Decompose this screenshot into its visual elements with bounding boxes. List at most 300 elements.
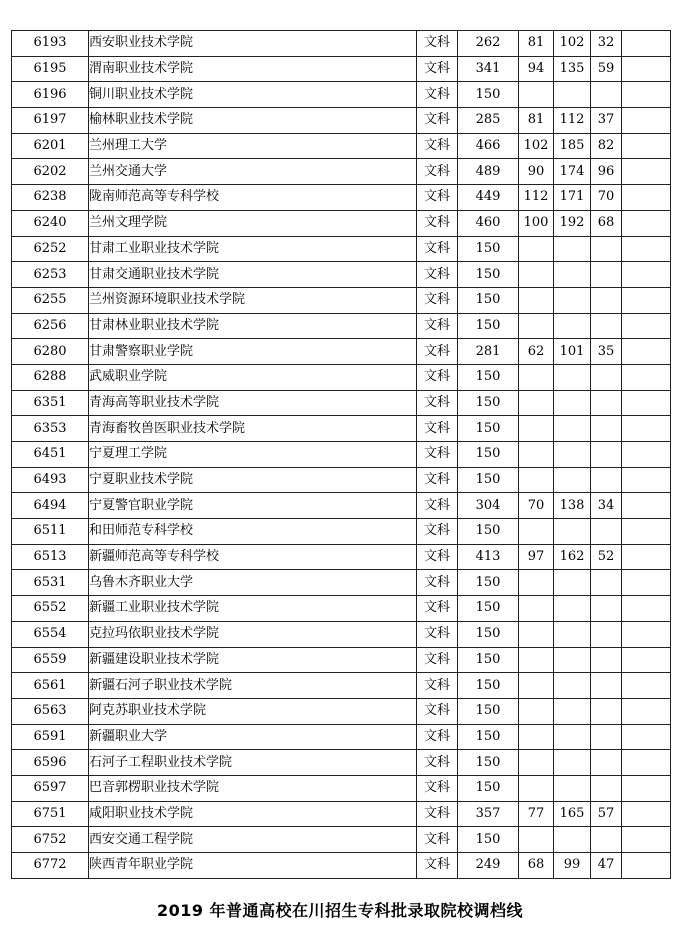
cell-value-3: 32: [591, 31, 622, 57]
table-row: [12, 339, 671, 365]
cell-code: 6596: [12, 750, 89, 776]
cell-empty: [622, 544, 671, 570]
cell-code: 6240: [12, 210, 89, 236]
cell-score: 489: [458, 159, 519, 185]
cell-code: 6351: [12, 390, 89, 416]
table-row: [12, 544, 671, 570]
cell-value-3: 57: [591, 801, 622, 827]
admission-score-table: [11, 30, 671, 879]
cell-score: 150: [458, 82, 519, 108]
cell-value-2: 174: [554, 159, 591, 185]
cell-value-2: [554, 519, 591, 545]
cell-value-1: [519, 596, 554, 622]
cell-code: 6554: [12, 621, 89, 647]
cell-value-1: [519, 827, 554, 853]
table-row: [12, 313, 671, 339]
table-row: [12, 698, 671, 724]
table-row: [12, 262, 671, 288]
cell-subject: 文科: [417, 775, 458, 801]
cell-value-1: [519, 724, 554, 750]
cell-empty: [622, 31, 671, 57]
cell-code: 6752: [12, 827, 89, 853]
cell-value-1: 94: [519, 56, 554, 82]
cell-score: 150: [458, 596, 519, 622]
cell-code: 6238: [12, 185, 89, 211]
cell-school-name: 巴音郭楞职业技术学院: [89, 775, 417, 801]
cell-value-3: 34: [591, 493, 622, 519]
cell-school-name: 咸阳职业技术学院: [89, 801, 417, 827]
cell-value-1: [519, 364, 554, 390]
cell-empty: [622, 775, 671, 801]
cell-value-2: [554, 364, 591, 390]
cell-subject: 文科: [417, 236, 458, 262]
cell-school-name: 新疆石河子职业技术学院: [89, 673, 417, 699]
cell-school-name: 阿克苏职业技术学院: [89, 698, 417, 724]
cell-value-2: [554, 262, 591, 288]
cell-subject: 文科: [417, 442, 458, 468]
table-row: [12, 287, 671, 313]
cell-empty: [622, 801, 671, 827]
cell-value-1: 62: [519, 339, 554, 365]
cell-value-3: [591, 82, 622, 108]
cell-value-1: [519, 775, 554, 801]
cell-score: 150: [458, 236, 519, 262]
cell-score: 150: [458, 262, 519, 288]
cell-school-name: 新疆职业大学: [89, 724, 417, 750]
cell-value-2: 112: [554, 108, 591, 134]
table-row: [12, 390, 671, 416]
cell-value-1: 70: [519, 493, 554, 519]
page-caption: 2019 年普通高校在川招生专科批录取院校调档线: [156, 901, 524, 920]
cell-value-1: [519, 673, 554, 699]
table-row: [12, 56, 671, 82]
cell-value-3: [591, 647, 622, 673]
cell-school-name: 榆林职业技术学院: [89, 108, 417, 134]
cell-value-1: 112: [519, 185, 554, 211]
cell-value-3: [591, 827, 622, 853]
cell-value-3: [591, 519, 622, 545]
table-row: [12, 31, 671, 57]
cell-subject: 文科: [417, 185, 458, 211]
cell-value-3: [591, 236, 622, 262]
table-row: [12, 236, 671, 262]
table-row: [12, 364, 671, 390]
cell-value-3: [591, 724, 622, 750]
table-row: [12, 133, 671, 159]
cell-value-2: 185: [554, 133, 591, 159]
cell-score: 150: [458, 442, 519, 468]
cell-value-3: [591, 673, 622, 699]
cell-subject: 文科: [417, 56, 458, 82]
cell-school-name: 宁夏警官职业学院: [89, 493, 417, 519]
cell-value-1: [519, 416, 554, 442]
cell-code: 6597: [12, 775, 89, 801]
cell-code: 6252: [12, 236, 89, 262]
cell-school-name: 陕西青年职业学院: [89, 853, 417, 879]
cell-value-2: [554, 827, 591, 853]
cell-value-1: [519, 467, 554, 493]
cell-value-3: [591, 390, 622, 416]
cell-value-2: [554, 570, 591, 596]
cell-code: 6531: [12, 570, 89, 596]
cell-value-2: [554, 596, 591, 622]
cell-empty: [622, 210, 671, 236]
cell-empty: [622, 82, 671, 108]
cell-school-name: 陇南师范高等专科学校: [89, 185, 417, 211]
cell-code: 6288: [12, 364, 89, 390]
cell-subject: 文科: [417, 339, 458, 365]
cell-empty: [622, 364, 671, 390]
cell-value-3: 52: [591, 544, 622, 570]
cell-empty: [622, 287, 671, 313]
cell-school-name: 兰州资源环境职业技术学院: [89, 287, 417, 313]
table-row: [12, 775, 671, 801]
cell-value-2: [554, 698, 591, 724]
cell-value-1: 81: [519, 31, 554, 57]
cell-subject: 文科: [417, 544, 458, 570]
cell-value-1: 97: [519, 544, 554, 570]
cell-school-name: 甘肃林业职业技术学院: [89, 313, 417, 339]
cell-code: 6772: [12, 853, 89, 879]
cell-value-3: [591, 442, 622, 468]
cell-school-name: 甘肃警察职业学院: [89, 339, 417, 365]
cell-value-3: 96: [591, 159, 622, 185]
cell-empty: [622, 827, 671, 853]
cell-value-3: 82: [591, 133, 622, 159]
cell-score: 413: [458, 544, 519, 570]
cell-value-3: [591, 262, 622, 288]
cell-value-1: [519, 647, 554, 673]
cell-code: 6253: [12, 262, 89, 288]
cell-value-2: [554, 647, 591, 673]
cell-value-3: [591, 750, 622, 776]
cell-value-2: [554, 416, 591, 442]
cell-value-1: [519, 570, 554, 596]
cell-value-3: 37: [591, 108, 622, 134]
cell-value-2: [554, 442, 591, 468]
cell-value-2: 165: [554, 801, 591, 827]
cell-value-3: [591, 596, 622, 622]
cell-value-3: [591, 416, 622, 442]
cell-value-1: [519, 313, 554, 339]
cell-code: 6195: [12, 56, 89, 82]
cell-school-name: 青海高等职业技术学院: [89, 390, 417, 416]
cell-value-1: [519, 750, 554, 776]
cell-school-name: 青海畜牧兽医职业技术学院: [89, 416, 417, 442]
cell-value-1: [519, 698, 554, 724]
cell-score: 150: [458, 750, 519, 776]
cell-empty: [622, 673, 671, 699]
cell-score: 150: [458, 287, 519, 313]
cell-value-1: 100: [519, 210, 554, 236]
cell-school-name: 石河子工程职业技术学院: [89, 750, 417, 776]
cell-subject: 文科: [417, 210, 458, 236]
cell-value-3: [591, 287, 622, 313]
cell-value-2: [554, 287, 591, 313]
cell-subject: 文科: [417, 621, 458, 647]
cell-code: 6256: [12, 313, 89, 339]
cell-value-2: [554, 82, 591, 108]
cell-value-2: 101: [554, 339, 591, 365]
cell-school-name: 铜川职业技术学院: [89, 82, 417, 108]
cell-value-3: [591, 364, 622, 390]
cell-empty: [622, 390, 671, 416]
cell-code: 6255: [12, 287, 89, 313]
cell-school-name: 宁夏职业技术学院: [89, 467, 417, 493]
cell-empty: [622, 467, 671, 493]
table-row: [12, 570, 671, 596]
cell-code: 6201: [12, 133, 89, 159]
cell-value-3: 70: [591, 185, 622, 211]
cell-value-1: 102: [519, 133, 554, 159]
cell-empty: [622, 519, 671, 545]
cell-value-1: [519, 442, 554, 468]
cell-score: 150: [458, 673, 519, 699]
table-row: [12, 108, 671, 134]
cell-value-2: [554, 673, 591, 699]
cell-score: 150: [458, 390, 519, 416]
cell-empty: [622, 853, 671, 879]
cell-value-1: 81: [519, 108, 554, 134]
cell-school-name: 宁夏理工学院: [89, 442, 417, 468]
cell-value-2: 102: [554, 31, 591, 57]
table-row: [12, 185, 671, 211]
cell-value-1: 77: [519, 801, 554, 827]
cell-code: 6559: [12, 647, 89, 673]
table-row: [12, 159, 671, 185]
cell-value-1: [519, 262, 554, 288]
table-row: [12, 467, 671, 493]
cell-empty: [622, 339, 671, 365]
cell-empty: [622, 493, 671, 519]
cell-value-3: [591, 313, 622, 339]
cell-value-2: [554, 724, 591, 750]
cell-value-3: [591, 570, 622, 596]
table-row: [12, 724, 671, 750]
table-row: [12, 493, 671, 519]
table-row: [12, 442, 671, 468]
cell-value-1: 90: [519, 159, 554, 185]
cell-empty: [622, 647, 671, 673]
table-row: [12, 519, 671, 545]
cell-subject: 文科: [417, 262, 458, 288]
cell-score: 150: [458, 698, 519, 724]
cell-value-2: [554, 236, 591, 262]
cell-code: 6451: [12, 442, 89, 468]
cell-code: 6563: [12, 698, 89, 724]
cell-subject: 文科: [417, 108, 458, 134]
cell-value-2: 99: [554, 853, 591, 879]
cell-subject: 文科: [417, 493, 458, 519]
cell-empty: [622, 185, 671, 211]
table-body: [12, 31, 671, 879]
cell-value-1: 68: [519, 853, 554, 879]
table-row: [12, 827, 671, 853]
cell-school-name: 兰州理工大学: [89, 133, 417, 159]
cell-value-1: [519, 287, 554, 313]
cell-subject: 文科: [417, 82, 458, 108]
cell-value-3: 68: [591, 210, 622, 236]
cell-code: 6591: [12, 724, 89, 750]
cell-score: 150: [458, 313, 519, 339]
cell-score: 466: [458, 133, 519, 159]
cell-value-1: [519, 82, 554, 108]
cell-school-name: 西安交通工程学院: [89, 827, 417, 853]
cell-subject: 文科: [417, 596, 458, 622]
cell-empty: [622, 133, 671, 159]
cell-value-3: [591, 698, 622, 724]
cell-empty: [622, 596, 671, 622]
cell-subject: 文科: [417, 724, 458, 750]
table-row: [12, 416, 671, 442]
cell-empty: [622, 56, 671, 82]
cell-value-2: [554, 390, 591, 416]
cell-score: 150: [458, 827, 519, 853]
cell-subject: 文科: [417, 853, 458, 879]
cell-value-2: [554, 621, 591, 647]
cell-value-3: [591, 775, 622, 801]
cell-empty: [622, 724, 671, 750]
cell-empty: [622, 108, 671, 134]
cell-empty: [622, 262, 671, 288]
cell-value-2: 171: [554, 185, 591, 211]
cell-subject: 文科: [417, 416, 458, 442]
cell-code: 6280: [12, 339, 89, 365]
cell-score: 150: [458, 621, 519, 647]
cell-code: 6751: [12, 801, 89, 827]
cell-value-3: 35: [591, 339, 622, 365]
cell-value-2: 192: [554, 210, 591, 236]
cell-subject: 文科: [417, 673, 458, 699]
cell-code: 6197: [12, 108, 89, 134]
cell-value-1: [519, 236, 554, 262]
cell-school-name: 兰州文理学院: [89, 210, 417, 236]
table-row: [12, 596, 671, 622]
cell-school-name: 乌鲁木齐职业大学: [89, 570, 417, 596]
cell-value-2: [554, 775, 591, 801]
cell-empty: [622, 570, 671, 596]
cell-school-name: 西安职业技术学院: [89, 31, 417, 57]
cell-subject: 文科: [417, 133, 458, 159]
cell-value-1: [519, 390, 554, 416]
cell-score: 281: [458, 339, 519, 365]
cell-empty: [622, 442, 671, 468]
cell-score: 150: [458, 364, 519, 390]
cell-empty: [622, 313, 671, 339]
cell-value-1: [519, 519, 554, 545]
table-row: [12, 750, 671, 776]
table-row: [12, 82, 671, 108]
cell-value-2: 135: [554, 56, 591, 82]
cell-subject: 文科: [417, 647, 458, 673]
cell-value-2: 162: [554, 544, 591, 570]
cell-score: 150: [458, 467, 519, 493]
cell-score: 357: [458, 801, 519, 827]
cell-score: 304: [458, 493, 519, 519]
cell-empty: [622, 159, 671, 185]
cell-value-3: [591, 467, 622, 493]
cell-code: 6353: [12, 416, 89, 442]
cell-value-3: [591, 621, 622, 647]
cell-score: 249: [458, 853, 519, 879]
table-row: [12, 801, 671, 827]
cell-value-3: 47: [591, 853, 622, 879]
cell-subject: 文科: [417, 313, 458, 339]
cell-code: 6493: [12, 467, 89, 493]
cell-code: 6511: [12, 519, 89, 545]
table-row: [12, 621, 671, 647]
cell-score: 285: [458, 108, 519, 134]
cell-school-name: 新疆师范高等专科学校: [89, 544, 417, 570]
cell-subject: 文科: [417, 750, 458, 776]
cell-empty: [622, 621, 671, 647]
cell-subject: 文科: [417, 287, 458, 313]
cell-school-name: 克拉玛依职业技术学院: [89, 621, 417, 647]
table-row: [12, 647, 671, 673]
cell-subject: 文科: [417, 390, 458, 416]
cell-school-name: 甘肃交通职业技术学院: [89, 262, 417, 288]
cell-school-name: 和田师范专科学校: [89, 519, 417, 545]
cell-code: 6561: [12, 673, 89, 699]
cell-value-2: [554, 313, 591, 339]
cell-subject: 文科: [417, 31, 458, 57]
table-row: [12, 853, 671, 879]
table-row: [12, 210, 671, 236]
cell-score: 150: [458, 570, 519, 596]
cell-score: 150: [458, 647, 519, 673]
cell-score: 341: [458, 56, 519, 82]
cell-score: 150: [458, 519, 519, 545]
cell-score: 150: [458, 416, 519, 442]
cell-subject: 文科: [417, 364, 458, 390]
cell-empty: [622, 416, 671, 442]
cell-value-2: 138: [554, 493, 591, 519]
cell-value-2: [554, 467, 591, 493]
cell-value-3: 59: [591, 56, 622, 82]
cell-code: 6196: [12, 82, 89, 108]
cell-subject: 文科: [417, 159, 458, 185]
cell-value-2: [554, 750, 591, 776]
cell-empty: [622, 698, 671, 724]
cell-school-name: 渭南职业技术学院: [89, 56, 417, 82]
cell-school-name: 武威职业学院: [89, 364, 417, 390]
cell-school-name: 甘肃工业职业技术学院: [89, 236, 417, 262]
cell-subject: 文科: [417, 827, 458, 853]
cell-code: 6552: [12, 596, 89, 622]
cell-empty: [622, 236, 671, 262]
cell-score: 460: [458, 210, 519, 236]
cell-subject: 文科: [417, 570, 458, 596]
cell-score: 150: [458, 775, 519, 801]
cell-school-name: 新疆工业职业技术学院: [89, 596, 417, 622]
cell-subject: 文科: [417, 698, 458, 724]
cell-subject: 文科: [417, 801, 458, 827]
cell-subject: 文科: [417, 519, 458, 545]
cell-code: 6513: [12, 544, 89, 570]
cell-empty: [622, 750, 671, 776]
table-row: [12, 673, 671, 699]
cell-score: 262: [458, 31, 519, 57]
cell-school-name: 兰州交通大学: [89, 159, 417, 185]
cell-score: 449: [458, 185, 519, 211]
cell-code: 6193: [12, 31, 89, 57]
cell-school-name: 新疆建设职业技术学院: [89, 647, 417, 673]
cell-value-1: [519, 621, 554, 647]
cell-code: 6494: [12, 493, 89, 519]
cell-score: 150: [458, 724, 519, 750]
cell-code: 6202: [12, 159, 89, 185]
cell-subject: 文科: [417, 467, 458, 493]
